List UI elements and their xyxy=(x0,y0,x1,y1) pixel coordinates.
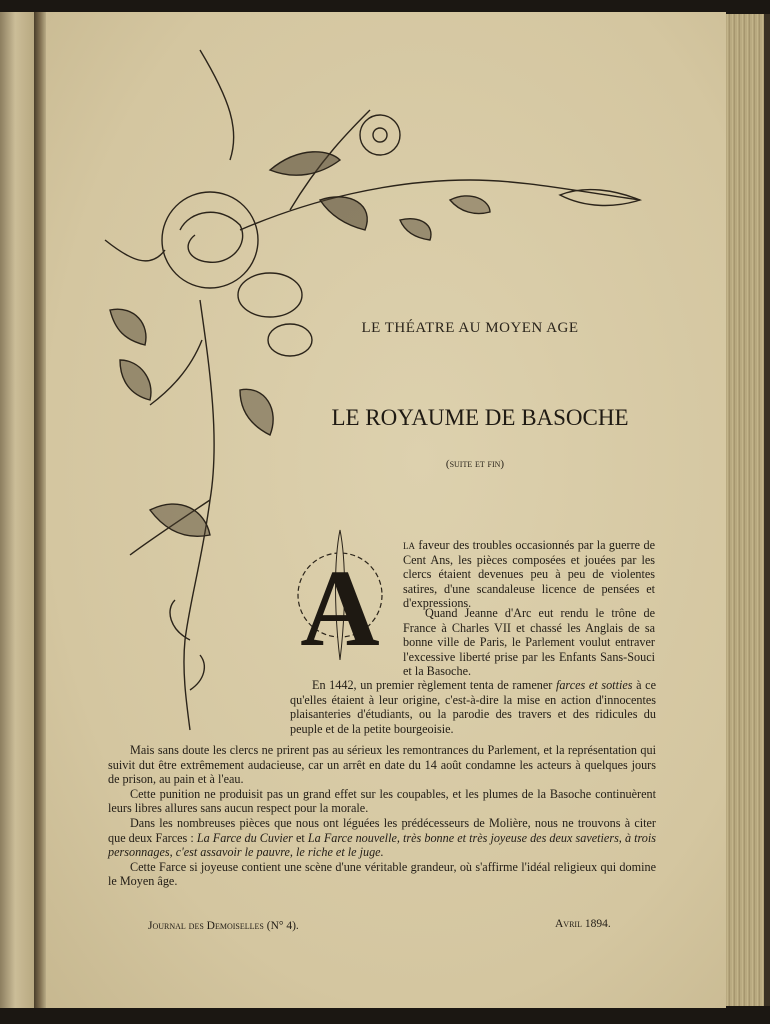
paragraph-6-text-b: et xyxy=(292,830,308,845)
paragraph-3-italic: farces et sotties xyxy=(555,678,633,692)
dropcap-letter: A xyxy=(300,547,380,669)
paragraph-3-text-b: à ce qu'elles étaient à leur origine, c'est-à-dire la mise en action d'innocentes plaisanteries d'étudiants, ou la parodie des travers et des ridicules du peuple et de la petite bourgeoisie. xyxy=(290,678,656,736)
paragraph-7: Cette Farce si joyeuse contient une scène d'une véritable grandeur, où s'affirme l'idéal religieux qui domine le Moyen âge. xyxy=(108,859,656,889)
article-title: LE ROYAUME DE BASOCHE xyxy=(331,405,629,430)
paragraph-2: Quand Jeanne d'Arc eut rendu le trône de France à Charles VII et chassé les Anglais de sa bonne ville de Paris, le Parlement voulut entraver l'excessive liberté prise par les Enfants Sans-Souci et la Basoche. xyxy=(403,606,655,679)
paragraph-6-text-a: Dans les nombreuses pièces que nous ont léguées les prédécesseurs de Molière, nous ne trouvons à citer que deux Farces : xyxy=(108,815,656,845)
article-subtitle: (suite et fin) xyxy=(445,458,505,470)
book-gutter xyxy=(34,12,46,1008)
decorated-initial-letter xyxy=(290,520,400,670)
section-heading: LE THÉATRE AU MOYEN AGE xyxy=(361,320,579,336)
paragraph-6-italic-2: La Farce nouvelle, très bonne et très joyeuse des deux savetiers, à trois personnages, c'est assavoir le pauvre, le riche et le juge. xyxy=(108,830,657,860)
paragraph-4: Mais sans doute les clercs ne prirent pas au sérieux les remontrances du Parlement, et la représentation qui suivit dut être extrêmement audacieuse, car un arrêt en date du 14 août condamne les acteurs à quelques jours de prison, au pain et à l'eau. xyxy=(108,743,656,787)
paragraph-lead-word: la xyxy=(403,538,415,552)
paragraph-3 xyxy=(290,678,656,736)
lower-text-block xyxy=(108,743,656,889)
paragraph-1-text: faveur des troubles occasionnés par la guerre de Cent Ans, les pièces composées et jouées par les clercs étaient devenues peu à peu de violentes satires, d'une scandaleuse licence de pensées et d'expressions. xyxy=(403,538,655,611)
journal-footer: Journal des Demoiselles (N° 4). xyxy=(148,920,299,932)
paragraph-1 xyxy=(403,538,655,611)
left-page-edge xyxy=(0,12,34,1008)
paragraph-3-text-a: En 1442, un premier règlement tenta de ramener xyxy=(312,678,556,692)
paragraph-5: Cette punition ne produisit pas un grand effet sur les coupables, et les plumes de la Basoche continuèrent leurs libres allures sans aucun respect pour la morale. xyxy=(108,786,656,816)
paragraph-6 xyxy=(108,816,656,860)
book-cover-edge xyxy=(764,14,770,1006)
date-footer: Avril 1894. xyxy=(555,918,611,930)
paragraph-6-italic-1: La Farce du Cuvier xyxy=(196,830,293,845)
